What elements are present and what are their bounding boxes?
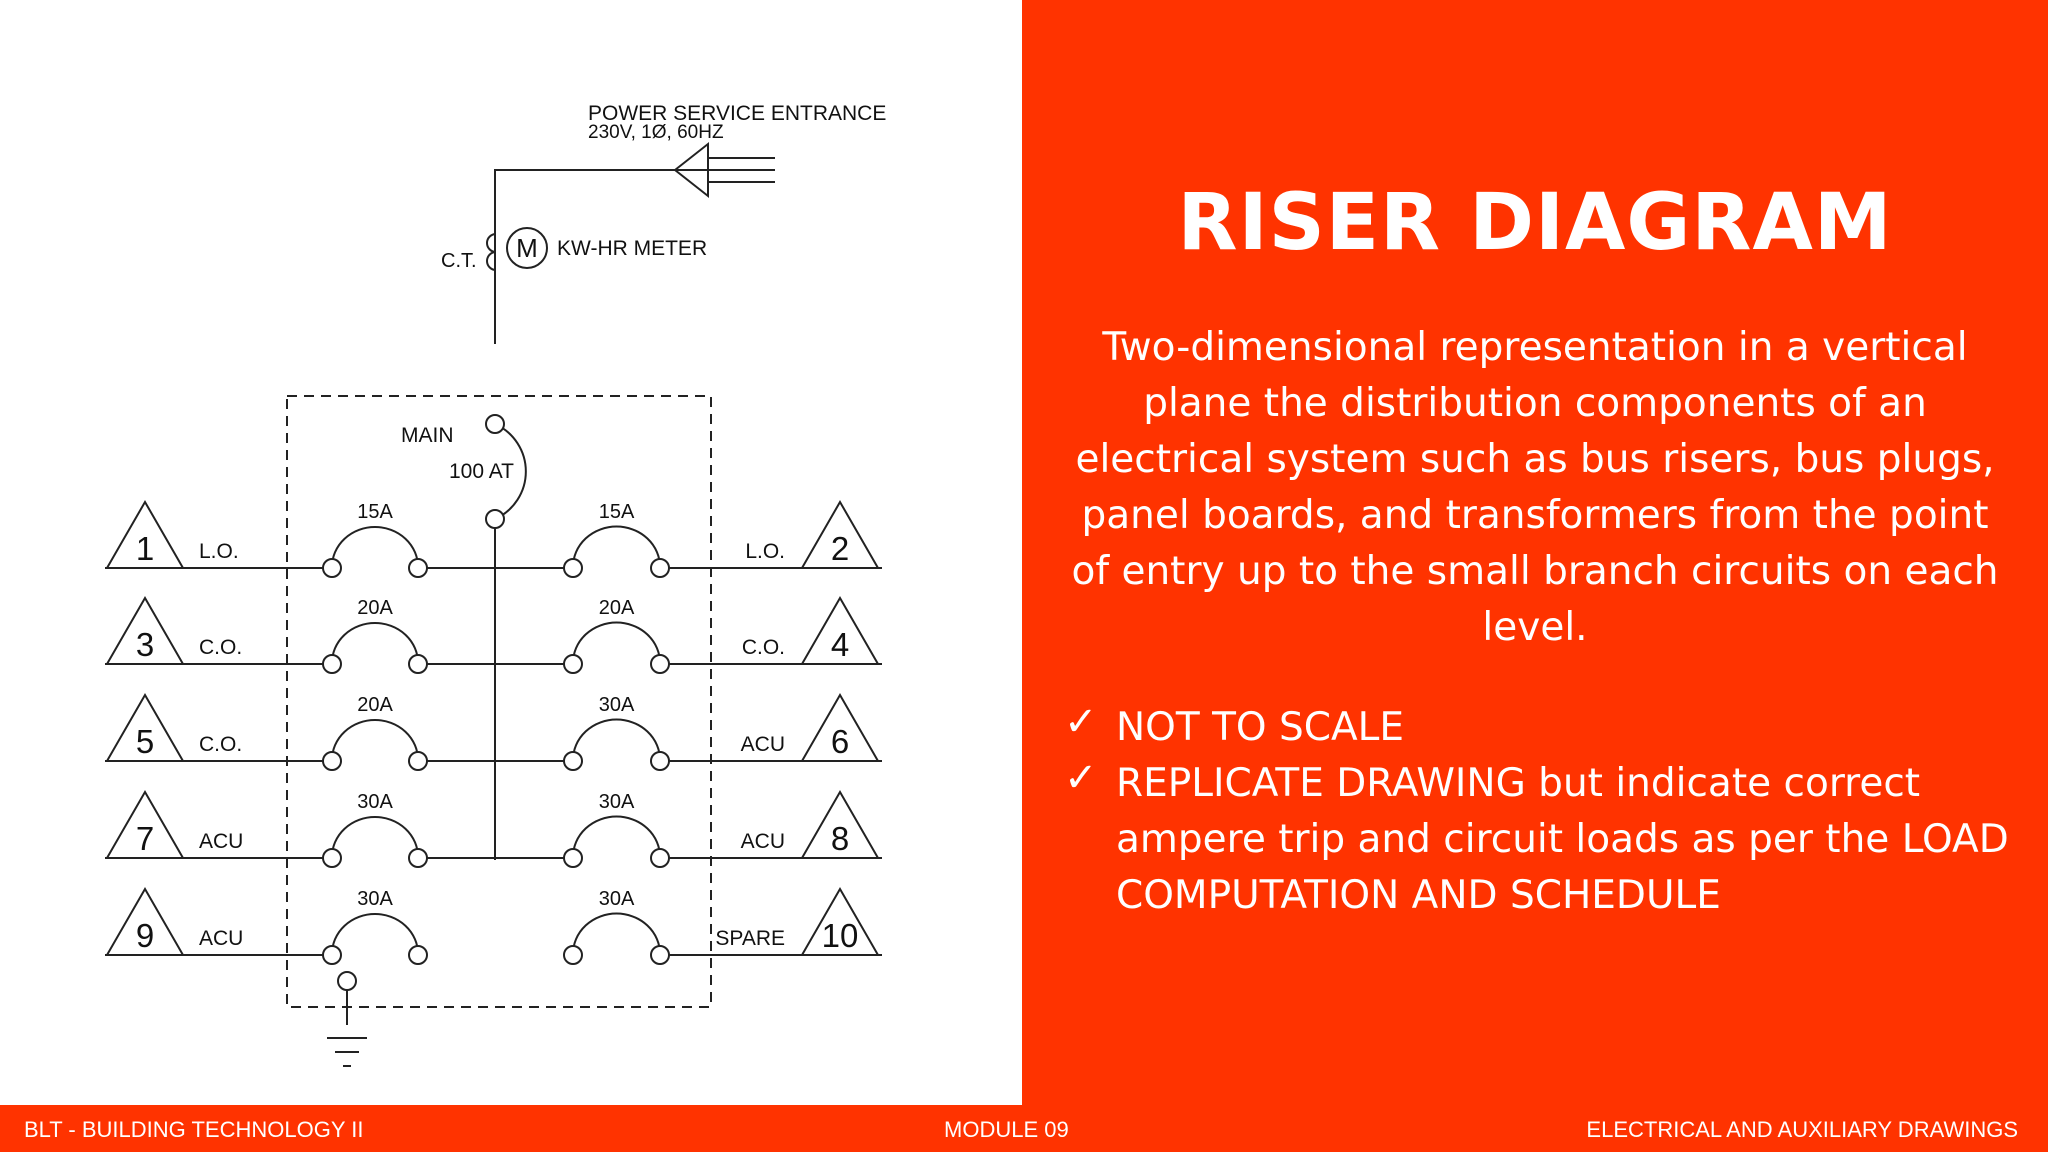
breaker-terminal-1-a: [323, 559, 341, 577]
circuit-load-3: C.O.: [199, 636, 243, 659]
main-breaker-bottom-terminal: [486, 510, 504, 528]
breaker-rating-10: 30A: [598, 888, 635, 910]
main-breaker-rating: 100 AT: [449, 460, 514, 483]
slide-title: RISER DIAGRAM: [1177, 178, 1893, 268]
checkmark-icon: ✓: [1064, 699, 1098, 745]
circuit-number-9: 9: [135, 917, 155, 954]
breaker-terminal-9-a: [323, 946, 341, 964]
breaker-arc-8: [573, 817, 660, 857]
footer-module: MODULE 09: [944, 1117, 1069, 1142]
breaker-terminal-10-a: [564, 946, 582, 964]
main-breaker-top-terminal: [486, 415, 504, 433]
breaker-rating-5: 20A: [357, 694, 393, 716]
footer-bar: [0, 1105, 2048, 1152]
breaker-arc-1: [332, 527, 418, 567]
breaker-terminal-1-b: [409, 559, 427, 577]
circuit-load-5: C.O.: [199, 733, 243, 756]
breaker-arc-4: [573, 623, 660, 663]
breaker-terminal-3-b: [409, 655, 427, 673]
breaker-terminal-10-b: [651, 946, 669, 964]
circuit-load-4: C.O.: [741, 636, 785, 659]
checkmark-icon: ✓: [1064, 755, 1098, 801]
circuit-load-8: ACU: [740, 830, 785, 853]
breaker-terminal-6-b: [651, 752, 669, 770]
breaker-terminal-8-b: [651, 849, 669, 867]
ct-label: C.T.: [441, 250, 477, 272]
circuit-number-5: 5: [135, 723, 155, 760]
breaker-terminal-2-a: [564, 559, 582, 577]
footer-topic: ELECTRICAL AND AUXILIARY DRAWINGS: [1586, 1117, 2018, 1142]
breaker-terminal-7-a: [323, 849, 341, 867]
footer-course: BLT - BUILDING TECHNOLOGY II: [24, 1117, 364, 1142]
breaker-terminal-8-a: [564, 849, 582, 867]
circuit-load-1: L.O.: [199, 540, 239, 563]
breaker-terminal-4-b: [651, 655, 669, 673]
panel-board-outline: [287, 396, 711, 1007]
circuit-number-6: 6: [830, 723, 850, 760]
note-text: REPLICATE DRAWING but indicate correct ampere trip and circuit loads as per the LOAD COMPUTATION AND SCHEDULE: [1116, 761, 2009, 918]
slide-description: Two-dimensional representation in a vertical plane the distribution components of an electrical system such as bus risers, bus plugs, panel boards, and transformers from the point of entry up to the small branch circuits on each level.: [1071, 325, 1999, 650]
circuit-number-8: 8: [830, 820, 850, 857]
breaker-terminal-4-a: [564, 655, 582, 673]
circuit-load-9: ACU: [199, 927, 244, 950]
riser-diagram: [0, 0, 1022, 1105]
breaker-arc-6: [573, 720, 660, 760]
breaker-rating-6: 30A: [598, 694, 635, 716]
breaker-rating-9: 30A: [357, 888, 393, 910]
breaker-rating-8: 30A: [598, 791, 635, 813]
service-entrance-title: POWER SERVICE ENTRANCE: [588, 102, 887, 125]
circuit-number-4: 4: [830, 626, 850, 663]
ground-terminal: [338, 972, 356, 990]
breaker-terminal-3-a: [323, 655, 341, 673]
breaker-rating-7: 30A: [357, 791, 393, 813]
notes-list: [1052, 700, 2022, 924]
note-text: NOT TO SCALE: [1116, 705, 1405, 750]
circuit-number-1: 1: [135, 530, 155, 567]
circuit-number-2: 2: [830, 530, 850, 567]
breaker-terminal-5-a: [323, 752, 341, 770]
breaker-rating-2: 15A: [598, 501, 635, 523]
breaker-terminal-6-a: [564, 752, 582, 770]
circuit-load-7: ACU: [199, 830, 244, 853]
breaker-arc-3: [332, 623, 418, 663]
breaker-rating-1: 15A: [357, 501, 393, 523]
meter-label: KW-HR METER: [557, 237, 708, 260]
breaker-terminal-5-b: [409, 752, 427, 770]
info-panel: [1022, 0, 2048, 1105]
breaker-terminal-2-b: [651, 559, 669, 577]
breaker-arc-5: [332, 720, 418, 760]
circuit-load-2: L.O.: [745, 540, 785, 563]
breaker-arc-9: [332, 914, 418, 954]
circuit-number-10: 10: [821, 917, 859, 954]
breaker-rating-3: 20A: [357, 597, 393, 619]
service-entrance-spec: 230V, 1Ø, 60HZ: [588, 122, 724, 143]
breaker-arc-2: [573, 527, 660, 567]
circuit-load-10: SPARE: [715, 927, 785, 950]
meter-symbol: M: [516, 233, 538, 263]
breaker-arc-7: [332, 817, 418, 857]
breaker-arc-10: [573, 914, 660, 954]
circuit-load-6: ACU: [740, 733, 785, 756]
breaker-rating-4: 20A: [598, 597, 635, 619]
note-replicate-drawing: [1052, 756, 2022, 924]
circuit-number-3: 3: [135, 626, 155, 663]
breaker-terminal-9-b: [409, 946, 427, 964]
note-not-to-scale: [1052, 700, 2022, 756]
main-breaker-label: MAIN: [401, 424, 454, 447]
breaker-terminal-7-b: [409, 849, 427, 867]
circuit-number-7: 7: [135, 820, 155, 857]
diagram-panel: [0, 0, 1022, 1105]
